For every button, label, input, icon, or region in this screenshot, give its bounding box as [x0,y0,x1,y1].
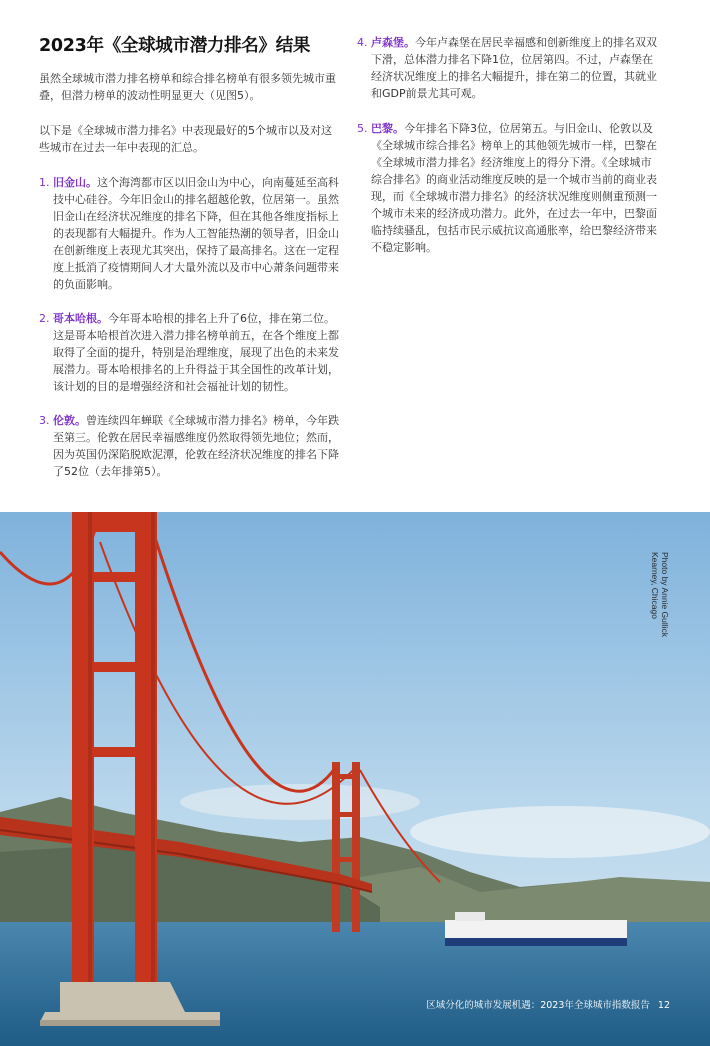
left-column [39,34,339,497]
city-list-left [39,174,339,480]
page-footer [426,997,670,1011]
intro-paragraph-2: 以下是《全球城市潜力排名》中表现最好的5个城市以及对这些城市在过去一年中表现的汇总。 [39,124,332,154]
item-text: 今年卢森堡在居民幸福感和创新维度上的排名双双下滑，总体潜力排名下降1位，位居第四。不过，卢森堡在经济状况维度上的排名大幅提升，排在第二的位置，其就业和GDP前景尤其可观。 [371,36,657,100]
page-title: 2023年《全球城市潜力排名》结果 [39,36,311,56]
list-item-san-francisco [39,174,339,293]
city-name: 卢森堡。 [371,36,415,49]
right-column [357,34,657,274]
city-list-right [357,34,657,256]
list-item-london [39,412,339,480]
item-text: 曾连续四年蝉联《全球城市潜力排名》榜单，今年跌至第三。伦敦在居民幸福感维度仍然取得领先地位；然而，因为英国仍深陷脱欧泥潭，伦敦在经济状况维度的排名下降了52位（去年排第5）。 [53,414,339,478]
item-number: 2. [39,312,50,325]
item-text: 今年哥本哈根的排名上升了6位，排在第二位。这是哥本哈根首次进入潜力排名榜单前五，在各个维度上都取得了全面的提升，特别是治理维度，展现了出色的未来发展潜力。哥本哈根排名的上升得益于其全国性的改革计划，该计划的目的是增强经济和社会福祉计划的韧性。 [53,312,339,393]
photo-credit [650,552,672,672]
golden-gate-bridge-photo [0,512,710,1046]
footer-report-title: 区域分化的城市发展机遇：2023年全球城市指数报告 [426,1000,650,1011]
page-number: 12 [657,1000,670,1011]
photo-credit-line-1: Photo by Annie Gullick [660,552,670,638]
item-number: 5. [357,122,368,135]
list-item-paris [357,120,657,256]
item-text: 这个海湾都市区以旧金山为中心，向南蔓延至高科技中心硅谷。今年旧金山的排名超越伦敦，位居第一。虽然旧金山在经济状况维度的排名下降，但在其他各维度指标上的表现都有大幅提升。作为人工智能热潮的领导者，旧金山在创新维度上表现尤其突出，保持了最高排名。这在一定程度上抵消了疫情期间人才大量外流以及市中心萧条问题带来的负面影响。 [53,176,339,291]
list-item-luxembourg [357,34,657,102]
city-name: 旧金山。 [53,176,97,189]
city-name: 巴黎。 [371,122,404,135]
item-number: 1. [39,176,50,189]
intro-paragraph-1: 虽然全球城市潜力排名榜单和综合排名榜单有很多领先城市重叠，但潜力榜单的波动性明显更大（见图5）。 [39,72,336,102]
city-name: 伦敦。 [53,414,86,427]
item-text: 今年排名下降3位，位居第五。与旧金山、伦敦以及《全球城市综合排名》榜单上的其他领先城市一样，巴黎在《全球城市潜力排名》经济维度上的得分下滑。《全球城市综合排名》的商业活动维度反映的是一个城市当前的商业表现，而《全球城市潜力排名》的经济状况维度则侧重预测一个城市未来的经济成功潜力。此外，在过去一年中，巴黎面临持续骚乱，包括市民示威抗议高通胀率，给巴黎经济带来不稳定影响。 [371,122,657,254]
item-number: 4. [357,36,368,49]
photo-credit-line-2: Kearney, Chicago [650,552,660,619]
item-number: 3. [39,414,50,427]
list-item-copenhagen [39,310,339,395]
city-name: 哥本哈根。 [53,312,108,325]
